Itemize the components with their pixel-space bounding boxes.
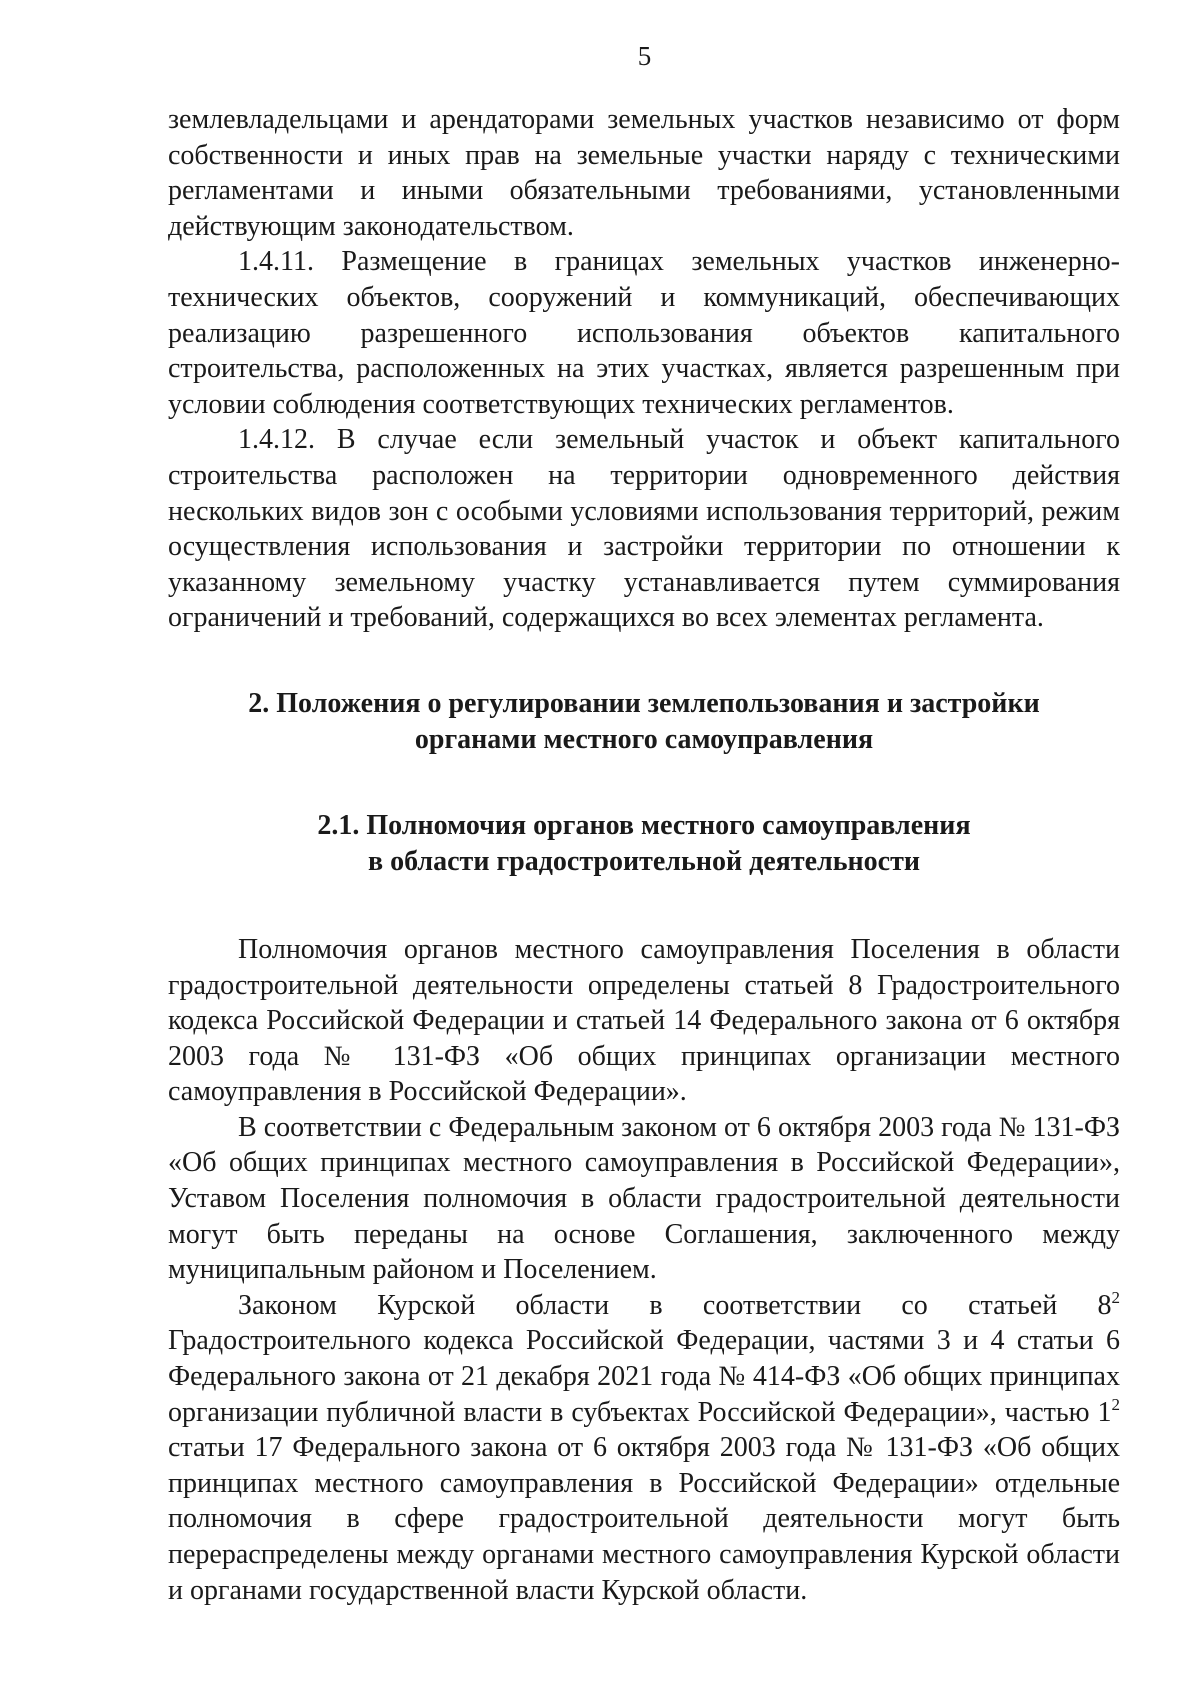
paragraph-1-4-11: 1.4.11. Размещение в границах земельных участков инженерно-технических объектов, сооружений и коммуникаций, обеспечивающих реализацию разрешенного использования объектов капитального строительства, расположенных на этих участках, является разрешенным при условии соблюдения соответствующих технических регламентов.	[168, 246, 1120, 420]
paragraph-kursk-law	[168, 1288, 1120, 1608]
section-2-1-heading	[168, 808, 1120, 880]
section-2-heading	[168, 686, 1120, 758]
kursk-law-text-2: Градостроительного кодекса Российской Федерации, частями 3 и 4 статьи 6 Федерального закона от 21 декабря 2021 года № 414-ФЗ «Об общих принципах организации публичной власти в субъектах Российской Федерации», частью 1	[168, 1325, 1120, 1428]
section-2-1-heading-line-2: в области градостроительной деятельности	[368, 845, 920, 877]
paragraph-federal-law: В соответствии с Федеральным законом от 6 октября 2003 года № 131-ФЗ «Об общих принципах местного самоуправления в Российской Федерации», Уставом Поселения полномочия в области градостроительной деятельности могут быть переданы на основе Соглашения, заключенного между муниципальным районом и Поселением.	[168, 1111, 1120, 1286]
section-2-heading-line-2: органами местного самоуправления	[414, 723, 874, 755]
paragraph-powers: Полномочия органов местного самоуправления Поселения в области градостроительной деятельности определены статьей 8 Градостроительного кодекса Российской Федерации и статьей 14 Федерального закона от 6 октября 2003 года № 131-ФЗ «Об общих принципах организации местного самоуправления в Российской Федерации».	[168, 933, 1120, 1108]
page-number: 5	[637, 41, 652, 71]
paragraph-1-4-12: 1.4.12. В случае если земельный участок и объект капитального строительства расположен на территории одновременного действия нескольких видов зон с особыми условиями использования территорий, режим осуществления использования и застройки территории по отношении к указанному земельному участку устанавливается путем суммирования ограничений и требований, содержащихся во всех элементах регламента.	[168, 424, 1120, 634]
kursk-law-text-3: статьи 17 Федерального закона от 6 октября 2003 года № 131-ФЗ «Об общих принципах местного самоуправления в Российской Федерации» отдельные полномочия в сфере градостроительной деятельности могут быть перераспределены между органами местного самоуправления Курской области и органами государственной власти Курской области.	[168, 1432, 1120, 1606]
kursk-law-text-1: Законом Курской области в соответствии со статьей 8	[238, 1289, 1112, 1321]
section-2-1-heading-line-1: 2.1. Полномочия органов местного самоуправления	[317, 809, 971, 841]
superscript-2: 2	[1111, 1394, 1120, 1414]
document-page	[168, 40, 1120, 1608]
paragraph-continuation: землевладельцами и арендаторами земельных участков независимо от форм собственности и иных прав на земельные участки наряду с техническими регламентами и иными обязательными требованиями, установленными действующим законодательством.	[168, 104, 1120, 242]
superscript-1: 2	[1111, 1287, 1120, 1307]
section-2-heading-line-1: 2. Положения о регулировании землепользования и застройки	[248, 687, 1040, 719]
